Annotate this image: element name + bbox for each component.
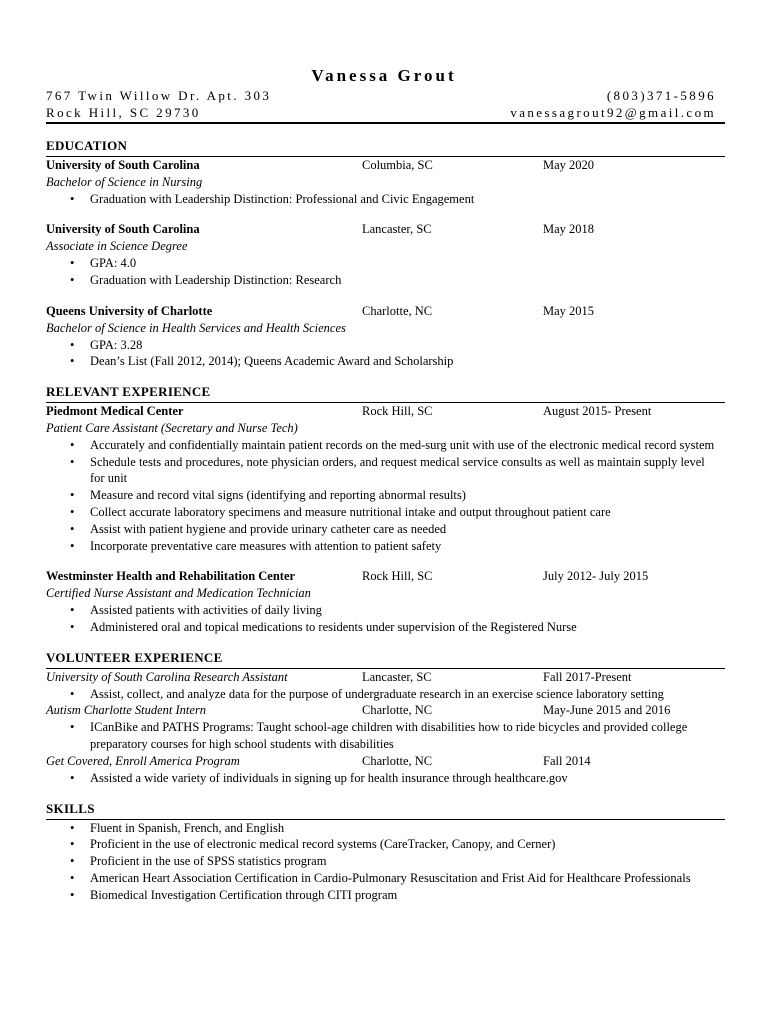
- entry-location: Rock Hill, SC: [362, 569, 433, 584]
- entry-date: Fall 2014: [543, 753, 591, 768]
- volunteer-entry: [46, 702, 725, 753]
- entry-date: May 2020: [543, 157, 595, 172]
- entry-organization: University of South Carolina: [46, 222, 200, 237]
- entry-bullets: [46, 686, 725, 703]
- entry-location: Rock Hill, SC: [362, 403, 433, 418]
- entry-bullets: [46, 602, 725, 636]
- phone-number: (803)371-5896: [606, 88, 716, 103]
- bullet-item: • Assist with patient hygiene and provide urinary catheter care as needed: [90, 521, 725, 538]
- entry-date: August 2015- Present: [543, 403, 652, 418]
- volunteer-section: [46, 650, 725, 787]
- entry-organization: Get Covered, Enroll America Program: [46, 753, 240, 768]
- bullet-item: • Accurately and confidentially maintain patient records on the med-surg unit with use of the electronic medical record system: [90, 437, 725, 454]
- entry-location: Charlotte, NC: [362, 703, 433, 718]
- skills-section: [46, 801, 725, 904]
- entry-organization: Westminster Health and Rehabilitation Center: [46, 569, 296, 584]
- entry-title: Certified Nurse Assistant and Medication Technician: [46, 586, 311, 601]
- entry-location: Charlotte, NC: [362, 753, 433, 768]
- education-section: [46, 138, 725, 370]
- education-heading: EDUCATION: [46, 138, 725, 157]
- entry-title: Bachelor of Science in Health Services and Health Sciences: [46, 320, 346, 335]
- bullet-item: • ICanBike and PATHS Programs: Taught school-age children with disabilities how to ride bicycles and provided college preparatory courses for high school students with disabilities: [90, 719, 725, 753]
- entry-bullets: [46, 255, 725, 289]
- bullet-item: • Assist, collect, and analyze data for the purpose of undergraduate research in an exercise science laboratory setting: [90, 686, 725, 703]
- bullet-item: • Assisted a wide variety of individuals in signing up for health insurance through healthcare.gov: [90, 770, 725, 787]
- skills-heading: SKILLS: [46, 801, 725, 820]
- volunteer-entry: [46, 669, 725, 703]
- entry-organization: Piedmont Medical Center: [46, 403, 184, 418]
- entry-date: May-June 2015 and 2016: [543, 703, 671, 718]
- entry-organization: Queens University of Charlotte: [46, 303, 213, 318]
- entry-location: Lancaster, SC: [362, 222, 432, 237]
- bullet-item: • GPA: 3.28: [90, 337, 725, 354]
- skills-list: [46, 820, 725, 904]
- bullet-item: • GPA: 4.0: [90, 255, 725, 272]
- entry-bullets: [46, 191, 725, 208]
- bullet-item: • Collect accurate laboratory specimens and measure nutritional intake and output throughout patient care: [90, 504, 725, 521]
- skill-item: • Proficient in the use of electronic medical record systems (CareTracker, Canopy, and Cerner): [90, 836, 725, 853]
- entry-organization: Autism Charlotte Student Intern: [46, 703, 207, 718]
- volunteer-entry: [46, 753, 725, 787]
- resume-name: Vanessa Grout: [311, 66, 457, 85]
- entry-title: Patient Care Assistant (Secretary and Nurse Tech): [46, 420, 298, 435]
- bullet-item: • Graduation with Leadership Distinction: Research: [90, 272, 725, 289]
- experience-entry: [46, 568, 725, 635]
- bullet-item: • Measure and record vital signs (identifying and reporting abnormal results): [90, 487, 725, 504]
- education-entry: [46, 157, 725, 208]
- skill-item: • Proficient in the use of SPSS statistics program: [90, 853, 725, 870]
- entry-location: Columbia, SC: [362, 157, 433, 172]
- header-divider: [46, 122, 725, 124]
- entry-organization: University of South Carolina Research Assistant: [46, 669, 288, 684]
- volunteer-heading: VOLUNTEER EXPERIENCE: [46, 650, 725, 669]
- entry-title: Bachelor of Science in Nursing: [46, 174, 203, 189]
- entry-title: Associate in Science Degree: [46, 239, 188, 254]
- entry-date: July 2012- July 2015: [543, 569, 649, 584]
- entry-date: May 2018: [543, 222, 595, 237]
- bullet-item: • Graduation with Leadership Distinction: Professional and Civic Engagement: [90, 191, 725, 208]
- entry-location: Charlotte, NC: [362, 303, 433, 318]
- experience-entry: [46, 403, 725, 554]
- address-line-2: Rock Hill, SC 29730: [46, 105, 201, 120]
- entry-date: May 2015: [543, 303, 595, 318]
- entry-organization: University of South Carolina: [46, 157, 200, 172]
- skill-item: • Biomedical Investigation Certification through CITI program: [90, 887, 725, 904]
- bullet-item: • Schedule tests and procedures, note physician orders, and request medical service consults as well as maintain supply level for unit: [90, 454, 725, 488]
- address-line-1: 767 Twin Willow Dr. Apt. 303: [46, 88, 272, 103]
- resume-body: [46, 138, 725, 918]
- entry-bullets: [46, 719, 725, 753]
- entry-bullets: [46, 437, 725, 555]
- email-address: vanessagrout92@gmail.com: [510, 105, 716, 120]
- bullet-item: • Administered oral and topical medications to residents under supervision of the Registered Nurse: [90, 619, 725, 636]
- skill-item: • American Heart Association Certification in Cardio-Pulmonary Resuscitation and Frist Aid for Healthcare Professionals: [90, 870, 725, 887]
- bullet-item: • Incorporate preventative care measures with attention to patient safety: [90, 538, 725, 555]
- education-entry: [46, 221, 725, 288]
- bullet-item: • Assisted patients with activities of daily living: [90, 602, 725, 619]
- experience-heading: RELEVANT EXPERIENCE: [46, 384, 725, 403]
- entry-bullets: [46, 770, 725, 787]
- experience-section: [46, 384, 725, 636]
- entry-bullets: [46, 337, 725, 371]
- education-entry: [46, 303, 725, 370]
- entry-date: Fall 2017-Present: [543, 669, 632, 684]
- bullet-item: • Dean’s List (Fall 2012, 2014); Queens Academic Award and Scholarship: [90, 353, 725, 370]
- skill-item: • Fluent in Spanish, French, and English: [90, 820, 725, 837]
- entry-location: Lancaster, SC: [362, 669, 432, 684]
